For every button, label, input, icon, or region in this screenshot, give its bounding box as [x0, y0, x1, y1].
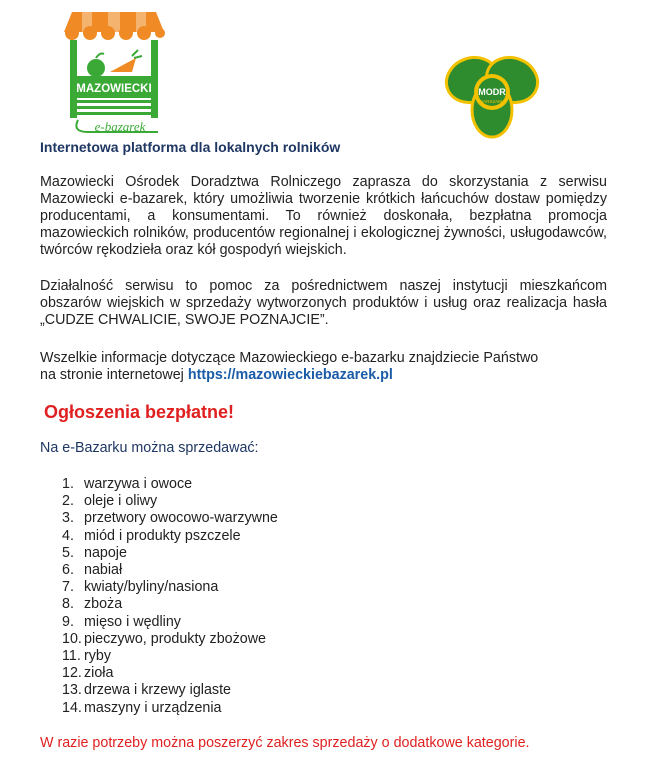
list-item-label: zioła	[84, 665, 114, 682]
list-item	[62, 545, 278, 562]
list-item-number: 12.	[62, 665, 82, 682]
info-line-1: Wszelkie informacje dotyczące Mazowieckiego e-bazarku znajdziecie Państwo	[40, 350, 539, 366]
list-item-label: ryby	[84, 648, 112, 665]
list-item	[62, 614, 278, 631]
list-item-label: pieczywo, produkty zbożowe	[84, 630, 266, 647]
list-item-label: maszyny i urządzenia	[84, 699, 222, 716]
list-item-number: 1.	[62, 476, 74, 492]
list-item-label: przetwory owocowo-warzywne	[84, 510, 278, 527]
list-item-label: drzewa i krzewy iglaste	[84, 682, 231, 699]
list-item-label: miód i produkty pszczele	[84, 527, 241, 544]
logo-right-text: MODR	[478, 87, 506, 97]
footer-note: W razie potrzeby można poszerzyć zakres sprzedaży o dodatkowe kategorie.	[40, 735, 530, 751]
list-item-number: 13.	[62, 682, 82, 699]
list-item	[62, 665, 278, 682]
list-item	[62, 682, 278, 699]
free-ads-heading: Ogłoszenia bezpłatne!	[44, 402, 235, 422]
list-item-number: 3.	[62, 510, 74, 527]
list-item-number: 5.	[62, 544, 74, 561]
list-item	[62, 510, 278, 527]
list-item	[62, 562, 278, 579]
sell-heading: Na e-Bazarku można sprzedawać:	[40, 440, 259, 456]
list-item-number: 6.	[62, 562, 74, 579]
list-item-number: 9.	[62, 613, 74, 630]
list-item-label: mięso i wędliny	[84, 613, 181, 630]
logo-right-subtext: WARSZAWA	[479, 99, 505, 104]
list-item-label: oleje i oliwy	[84, 493, 158, 510]
website-link[interactable]: https://mazowieckiebazarek.pl	[187, 367, 393, 383]
list-item	[62, 493, 278, 510]
list-item	[62, 596, 278, 613]
list-item-label: nabiał	[84, 562, 123, 579]
list-item-label: napoje	[84, 544, 127, 561]
list-item-number: 8.	[62, 596, 74, 613]
list-item-label: warzywa i owoce	[84, 476, 193, 492]
list-item	[62, 476, 278, 493]
list-item-number: 2.	[62, 493, 74, 510]
logo-left-text: MAZOWIECKI	[76, 83, 152, 95]
page-heading: Internetowa platforma dla lokalnych rolników	[40, 139, 341, 155]
info-paragraph	[40, 350, 607, 384]
list-item	[62, 528, 278, 545]
category-list	[62, 476, 278, 717]
list-item-number: 7.	[62, 579, 74, 596]
intro-paragraph: Mazowiecki Ośrodek Doradztwa Rolniczego zaprasza do skorzystania z serwisu Mazowiecki e-bazarek, który umożliwia tworzenie krótkich łańcuchów dostaw pomiędzy producentami, a konsumentami. To również doskonała, bezpłatna promocja mazowieckich rolników, producentów regionalnej i ekologicznej żywności, usługodawców, twórców rękodzieła oraz kół gospodyń wiejskich.	[40, 174, 607, 258]
list-item-label: kwiaty/byliny/nasiona	[84, 579, 219, 596]
list-item-number: 14.	[62, 699, 82, 716]
list-item	[62, 648, 278, 665]
info-line-2: na stronie internetowej	[40, 367, 184, 383]
list-item-number: 11.	[62, 648, 81, 665]
list-item-number: 10.	[62, 630, 82, 647]
list-item	[62, 579, 278, 596]
logo-left-subtext: e-bazarek	[94, 119, 146, 134]
list-item	[62, 700, 278, 717]
list-item	[62, 631, 278, 648]
mazowiecki-ebazarek-logo	[58, 10, 170, 138]
modr-logo	[442, 50, 542, 140]
list-item-label: zboża	[84, 596, 123, 613]
list-item-number: 4.	[62, 527, 74, 544]
service-paragraph: Działalność serwisu to pomoc za pośrednictwem naszej instytucji mieszkańcom obszarów wiejskich w sprzedaży wytworzonych produktów i usług oraz realizacja hasła „CUDZE CHWALICIE, SWOJE POZNAJCIE”.	[40, 278, 607, 328]
